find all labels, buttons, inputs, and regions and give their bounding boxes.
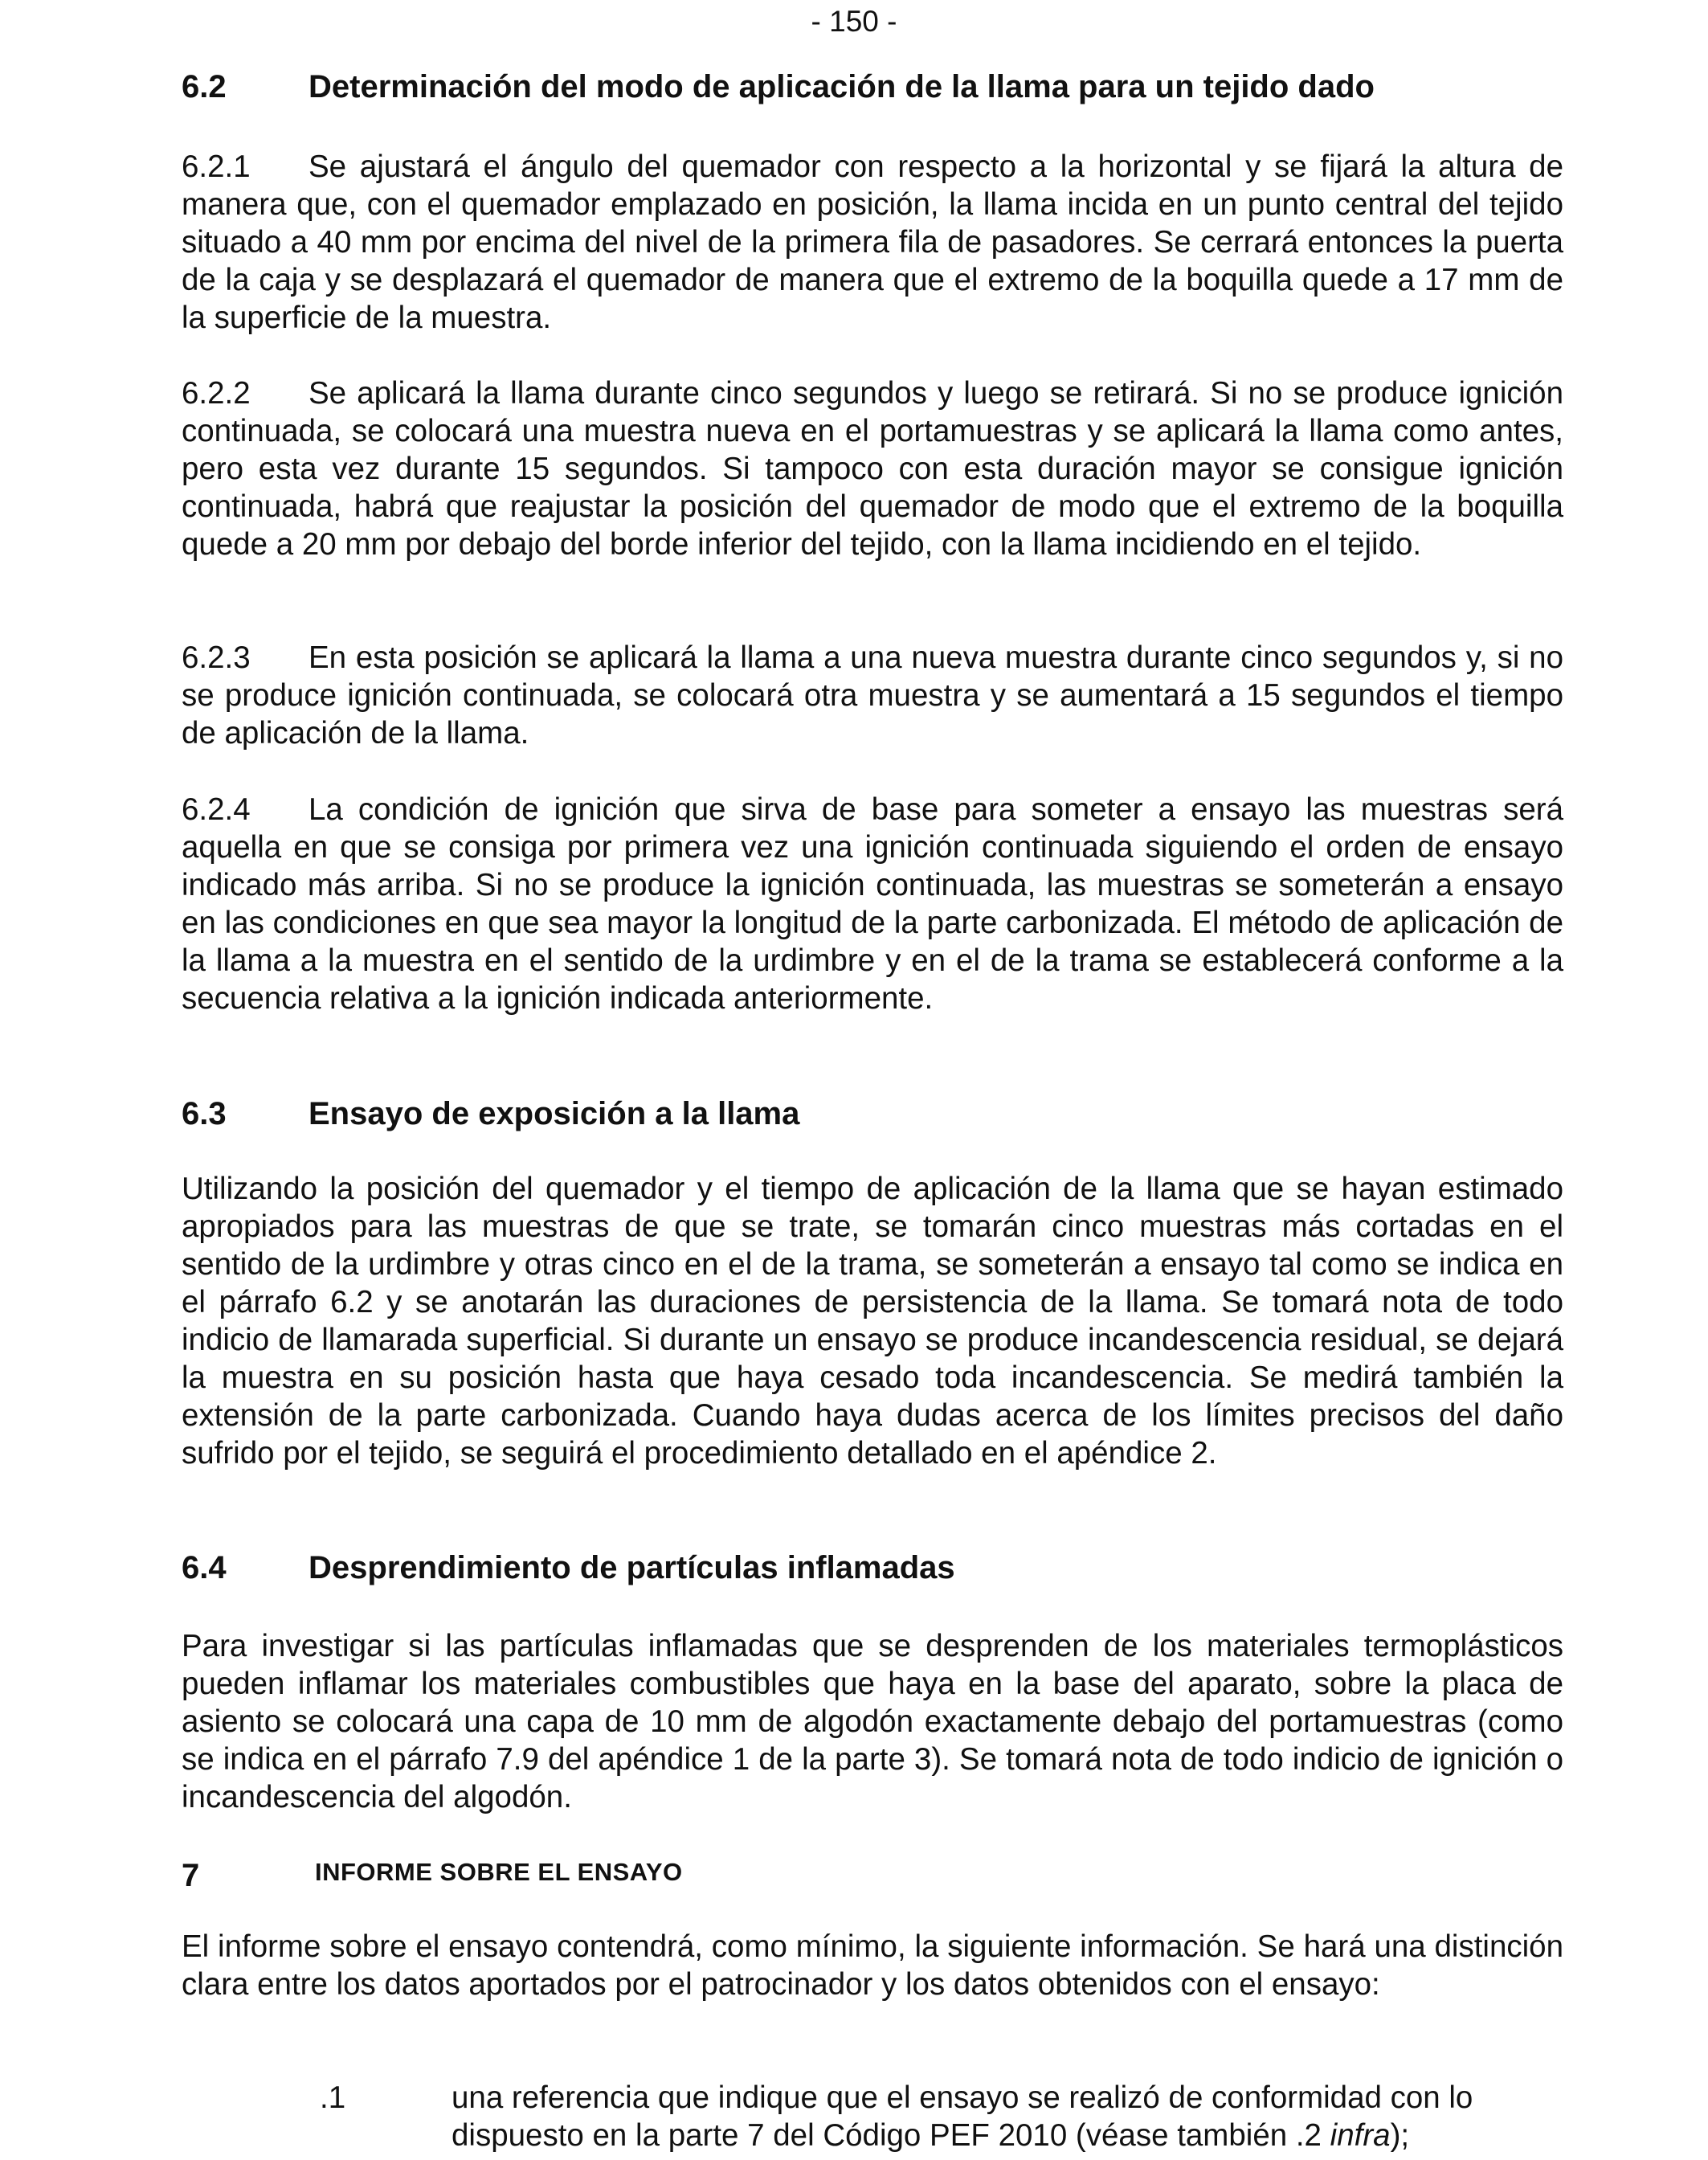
- list-item-text-end: );: [1390, 2118, 1410, 2153]
- paragraph-number: 6.2.1: [182, 149, 251, 184]
- section-heading-7: [182, 1858, 683, 1894]
- list-item-number: .1: [320, 2080, 346, 2115]
- paragraph-6-2-1: [182, 148, 1563, 337]
- paragraph-text: La condición de ignición que sirva de base para someter a ensayo las muestras será aquella en que se consiga por primera vez una ignición continuada siguiendo el orden de ensayo indicado más arriba. Si no se produce la ignición continuada, las muestras se someterán a ensayo en las condiciones en que sea mayor la longitud de la parte carbonizada. El método de aplicación de la llama a la muestra en el sentido de la urdimbre y en el de la trama se establecerá conforme a la secuencia relativa a la ignición indicada anteriormente.: [182, 792, 1563, 1016]
- section-heading-6-3: [182, 1096, 799, 1132]
- list-item-text-italic: infra: [1330, 2118, 1391, 2153]
- list-item-text-main: una referencia que indique que el ensayo se realizó de conformidad con lo dispuesto en la parte 7 del Código PEF 2010 (véase también .2: [452, 2080, 1473, 2153]
- section-heading-6-2: [182, 69, 1375, 105]
- section-title: INFORME SOBRE EL ENSAYO: [315, 1858, 683, 1886]
- section-heading-6-4: [182, 1550, 955, 1586]
- paragraph-6-3: Utilizando la posición del quemador y el tiempo de aplicación de la llama que se hayan estimado apropiados para las muestras de que se trate, se tomarán cinco muestras más cortadas en el sentido de la urdimbre y otras cinco en el de la trama, se someterán a ensayo tal como se indica en el párrafo 6.2 y se anotarán las duraciones de persistencia de la llama. Se tomará nota de todo indicio de llamarada superficial. Si durante un ensayo se produce incandescencia residual, se dejará la muestra en su posición hasta que haya cesado toda incandescencia. Se medirá también la extensión de la parte carbonizada. Cuando haya dudas acerca de los límites precisos del daño sufrido por el tejido, se seguirá el procedimiento detallado en el apéndice 2.: [182, 1172, 1563, 1471]
- section-number: 7: [182, 1858, 200, 1893]
- paragraph-number: 6.2.4: [182, 792, 251, 827]
- section-number: 6.3: [182, 1096, 227, 1131]
- section-title: Desprendimiento de partículas inflamadas: [309, 1550, 955, 1585]
- page-number: - 150 -: [811, 5, 897, 38]
- list-item-1: [182, 2079, 1563, 2154]
- paragraph-text: Se ajustará el ángulo del quemador con respecto a la horizontal y se fijará la altura de manera que, con el quemador emplazado en posición, la llama incida en un punto central del tejido situado a 40 mm por encima del nivel de la primera fila de pasadores. Se cerrará entonces la puerta de la caja y se desplazará el quemador de manera que el extremo de la boquilla quede a 17 mm de la superficie de la muestra.: [182, 149, 1563, 335]
- paragraph-6-2-3: [182, 639, 1563, 752]
- section-number: 6.4: [182, 1550, 227, 1585]
- section-number: 6.2: [182, 69, 227, 104]
- paragraph-6-2-4: [182, 791, 1563, 1017]
- section-title: Determinación del modo de aplicación de la llama para un tejido dado: [309, 69, 1375, 104]
- list-item-text: [452, 2079, 1563, 2154]
- paragraph-text: Se aplicará la llama durante cinco segundos y luego se retirará. Si no se produce ignición continuada, se colocará una muestra nueva en el portamuestras y se aplicará la llama como antes, pero esta vez durante 15 segundos. Si tampoco con esta duración mayor se consigue ignición continuada, habrá que reajustar la posición del quemador de modo que el extremo de la boquilla quede a 20 mm por debajo del borde inferior del tejido, con la llama incidiendo en el tejido.: [182, 376, 1563, 562]
- section-title: Ensayo de exposición a la llama: [309, 1096, 800, 1131]
- paragraph-number: 6.2.2: [182, 376, 251, 411]
- paragraph-6-4: Para investigar si las partículas inflamadas que se desprenden de los materiales termoplásticos pueden inflamar los materiales combustibles que haya en la base del aparato, sobre la placa de asiento se colocará una capa de 10 mm de algodón exactamente debajo del portamuestras (como se indica en el párrafo 7.9 del apéndice 1 de la parte 3). Se tomará nota de todo indicio de ignición o incandescencia del algodón.: [182, 1629, 1563, 1814]
- paragraph-number: 6.2.3: [182, 640, 251, 675]
- paragraph-6-2-2: [182, 374, 1563, 563]
- paragraph-7: El informe sobre el ensayo contendrá, como mínimo, la siguiente información. Se hará una distinción clara entre los datos aportados por el patrocinador y los datos obtenidos con el ensayo:: [182, 1929, 1563, 2002]
- paragraph-text: En esta posición se aplicará la llama a una nueva muestra durante cinco segundos y, si no se produce ignición continuada, se colocará otra muestra y se aumentará a 15 segundos el tiempo de aplicación de la llama.: [182, 640, 1563, 751]
